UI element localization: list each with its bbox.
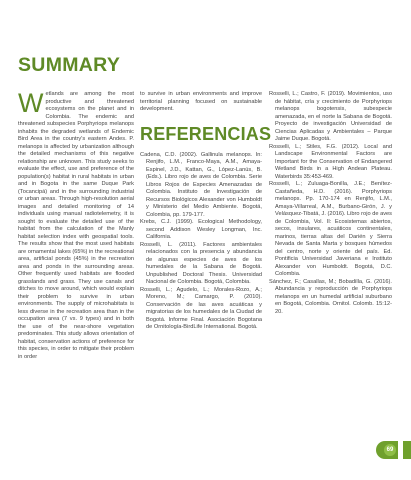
reference-item: Rosselli, L.; Stiles, F.G. (2012). Local and Landscape Environmental Factors are Important for the Conservation of Endangered Wetland Birds in a High Andean Plateau. Waterbirds 35:453-469.: [269, 143, 392, 180]
summary-title: SUMMARY: [18, 54, 121, 76]
references-title: REFERENCIAS: [140, 123, 272, 144]
reference-item: Sánchez, F.; Casallas, M.; Bobadilla, G. (2016). Abundancia y reproducción de Porphyriops melanops en un humedal artificial suburbano en Bogotá, Colombia. Ornitol. Colomb. 15:12-20.: [269, 278, 392, 315]
summary-text: etlands are among the most productive and threatened ecosystems on the planet and in Colombia. The endemic and threatened subspecies Porphyriops melanops inhabits the degraded wetlands of Endemic Bird Area in the country's eastern Andes. P. melanops is affected by urbanization although the detailed mechanisms of this negative relationship are unknown. This study seeks to evaluate the effect, use and preference of the population(s) habitat in rural habitats in urban and in Bogota in the same Duque Park (Tocancipá) and in the surrounding industrial or urban areas. Through high-resolution aerial images and detailed monitoring of 14 individuals using manual radiotelemetry, it is sought to evaluate the detailed use of the habitat from the calculation of the Manly habitat selection index with geospatial tools. The results show that the most used habitats are ornamental lakes (65%) in the recreational area, artificial ponds (45%) in the recreation area and ponds in the surrounding areas. Other frequently used habitats are flooded grasslands and grass. They use canals and ditches to move around, which would explain their problem to survive in urban environments. The supply of microhabitats is less diverse in the recreation area than in the occupation area (7 vs. 9 types) and in both the use of the near-shore vegetation predominates. This study allows orientation of habitat, conservation actions of preference for this species, in order to mitigate their problem in order: [18, 91, 134, 360]
reference-item: Cadena, C.D. (2002). Gallinula melanops. In: Renjifo, L.M., Franco-Maya, A.M., Amaya-Espinel, J.D., Kattan, G., López-Lanús, B. (Eds.). Libro rojo de aves de Colombia. Serie Libros Rojos de Especies Amenazadas de Colombia. Instituto de Investigación de Recursos Biológicos Alexander von Humboldt y Ministerio del Medio Ambiente. Bogotá, Colombia, pp. 179-177.: [140, 151, 262, 218]
summary-column-1: [18, 88, 134, 361]
reference-item: Rosselli, L. (2011). Factores ambientales relacionados con la presencia y abundancia de algunas especies de aves de los humedales de la Sabana de Bogotá. Unpublished Doctoral Thesis. Universidad Nacional de Colombia. Bogotá, Colombia.: [140, 241, 262, 285]
reference-item: Krebs, C.J. (1999). Ecological Methodology, second Addison Wesley Longman, Inc. California.: [140, 219, 262, 240]
page-number: 69: [384, 444, 396, 456]
reference-item: Rosselli, L.; Agudelo, L.; Morales-Rozo, A.; Moreno, M.; Camargo, P. (2010). Conservación de las aves acuáticas y migratorias de los humedales de la Ciudad de Bogotá. Informe Final. Asociación Bogotana de Ornitología-BirdLife International. Bogotá.: [140, 286, 262, 330]
drop-cap: W: [18, 88, 44, 118]
references-column-1: [140, 91, 272, 332]
page-number-badge: [376, 441, 398, 459]
summary-text-continued: to survive in urban environments and improve territorial planning focused on sustainable development.: [140, 91, 262, 112]
reference-item: Rosselli, L.; Zuluaga-Bonilla, J.E.; Benítez-Castañeda, H.D. (2016). Porphyriops melanops. Pp. 170-174 en Renjifo, L.M., Amaya-Villarreal, A.M., Burbano-Girón, J. y Velásquez-Tibatá, J. (2016). Libro rojo de aves de Colombia, Vol. II: Ecosistemas abiertos, secos, insulares, acuáticos continentales, marinos, tierras altas del Darién y Sierra Nevada de Santa Marta y bosques húmedos del centro, norte y oriente del país. Ed. Pontificia Universidad Javeriana e Instituto Alexander von Humboldt. Bogotá, D.C. Colombia.: [269, 181, 392, 277]
references-column-2: [269, 91, 392, 316]
page-edge-bar: [403, 441, 411, 459]
summary-paragraph: [18, 88, 134, 361]
reference-item: Rosselli, L.; Castro, F. (2019). Movimientos, uso de hábitat, cría y crecimiento de Porphyriops melanops bogotensis, subespecie amenazada, en el norte la Sabana de Bogotá. Proyecto de investigación Universidad de Ciencias Aplicadas y Ambientales – Parque Jaime Duque. Bogotá.: [269, 91, 392, 142]
